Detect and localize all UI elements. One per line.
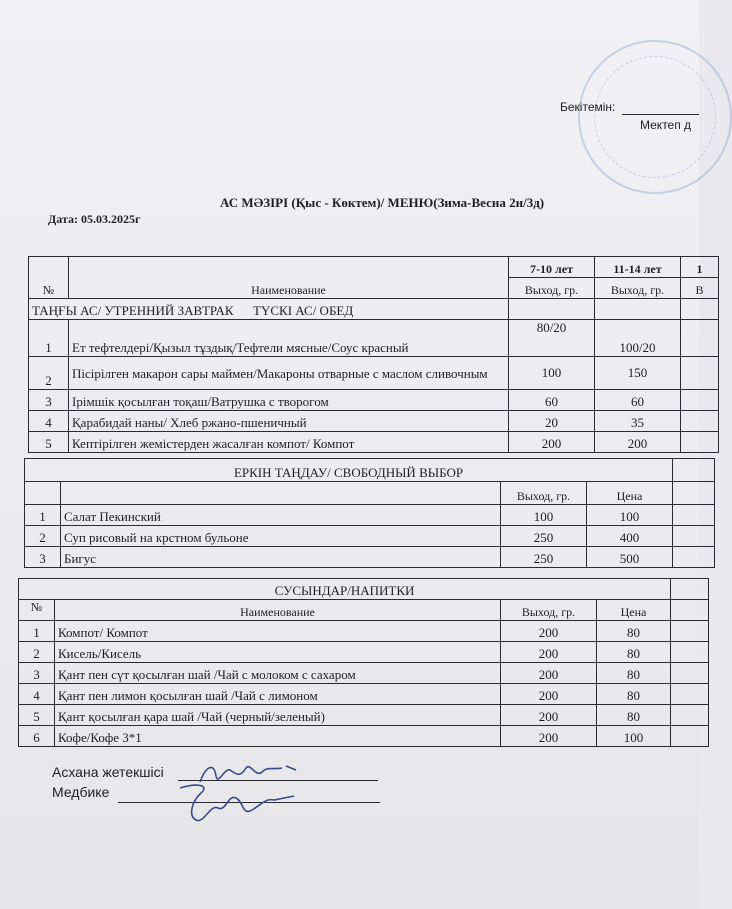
row-yield: 200: [501, 642, 597, 663]
row-yield-2: 100/20: [595, 320, 681, 357]
row-number: 1: [25, 505, 61, 526]
row-name: Бигус: [61, 547, 501, 568]
row-name: Қант пен лимон қосылған шай /Чай с лимоном: [55, 684, 501, 705]
table-row: [25, 526, 715, 547]
row-number: 2: [19, 642, 55, 663]
table-row: [19, 621, 709, 642]
col-header-number: №: [19, 600, 55, 621]
row-yield-2: 150: [595, 357, 681, 390]
col-header-yield-3: В: [681, 278, 719, 299]
stamp-seal: [578, 40, 732, 194]
table-row: [29, 357, 719, 390]
row-name: Қант пен сүт қосылған шай /Чай с молоком с сахаром: [55, 663, 501, 684]
row-yield: 200: [501, 663, 597, 684]
row-number: 5: [29, 432, 69, 453]
row-yield-1: 20: [509, 411, 595, 432]
main-menu-table: [28, 256, 719, 453]
document-date: Дата: 05.03.2025г: [48, 212, 141, 226]
row-price: 80: [597, 663, 671, 684]
table-row: [29, 432, 719, 453]
empty-cell: [681, 320, 719, 357]
row-name: Кисель/Кисель: [55, 642, 501, 663]
table-title-row: [25, 459, 715, 482]
empty-cell: [681, 411, 719, 432]
table-row: [19, 642, 709, 663]
row-number: 1: [19, 621, 55, 642]
table-header-row: [19, 600, 709, 621]
row-number: 1: [29, 320, 69, 357]
table-title: СУСЫНДАР/НАПИТКИ: [19, 579, 671, 600]
row-price: 100: [587, 505, 673, 526]
row-name: Суп рисовый на крстном бульоне: [61, 526, 501, 547]
empty-cell: [671, 684, 709, 705]
row-name: Салат Пекинский: [61, 505, 501, 526]
empty-cell: [509, 299, 595, 320]
table-row: [19, 705, 709, 726]
table-row: [29, 411, 719, 432]
row-price: 400: [587, 526, 673, 547]
empty-cell: [61, 482, 501, 505]
row-yield: 200: [501, 726, 597, 747]
table-title-row: [19, 579, 709, 600]
row-name: Кептірілген жемістерден жасалған компот/ Компот: [69, 432, 509, 453]
row-number: 3: [29, 390, 69, 411]
row-yield-1: 60: [509, 390, 595, 411]
row-name: Қант қосылған қара шай /Чай (черный/зеленый): [55, 705, 501, 726]
row-name: Компот/ Компот: [55, 621, 501, 642]
row-price: 100: [597, 726, 671, 747]
row-number: 5: [19, 705, 55, 726]
table-row: [29, 390, 719, 411]
empty-cell: [671, 642, 709, 663]
row-name: Пісірілген макарон сары маймен/Макароны отварные с маслом сливочным: [69, 357, 509, 390]
col-header-yield-1: Выход, гр.: [509, 278, 595, 299]
empty-cell: [673, 526, 715, 547]
table-row: [29, 320, 719, 357]
empty-cell: [681, 390, 719, 411]
row-price: 80: [597, 621, 671, 642]
row-number: 4: [29, 411, 69, 432]
empty-cell: [673, 547, 715, 568]
nurse-signature-label: Медбике: [52, 784, 110, 800]
empty-cell: [25, 482, 61, 505]
approval-subtitle: Мектеп д: [640, 118, 692, 132]
row-number: 3: [25, 547, 61, 568]
nurse-signature: [170, 780, 300, 826]
row-yield-1: 100: [509, 357, 595, 390]
row-name: Қарабидай наны/ Хлеб ржано-пшеничный: [69, 411, 509, 432]
empty-cell: [671, 705, 709, 726]
row-yield-2: 60: [595, 390, 681, 411]
drinks-table: [18, 578, 709, 747]
approval-signature-line: [622, 114, 699, 115]
row-yield: 250: [501, 526, 587, 547]
table-row: [19, 663, 709, 684]
col-header-yield-2: Выход, гр.: [595, 278, 681, 299]
row-yield: 200: [501, 705, 597, 726]
row-yield-2: 200: [595, 432, 681, 453]
table-title: ЕРКІН ТАҢДАУ/ СВОБОДНЫЙ ВЫБОР: [25, 459, 673, 482]
empty-cell: [671, 621, 709, 642]
row-price: 80: [597, 684, 671, 705]
row-number: 2: [29, 357, 69, 390]
col-header-name: Наименование: [55, 600, 501, 621]
row-yield: 100: [501, 505, 587, 526]
chef-signature-label: Асхана жетекшісі: [52, 764, 164, 780]
table-row: [19, 726, 709, 747]
col-header-yield: Выход, гр.: [501, 482, 587, 505]
approval-label: Бекітемін:: [560, 100, 616, 114]
row-yield-2: 35: [595, 411, 681, 432]
row-name: Кофе/Кофе 3*1: [55, 726, 501, 747]
row-price: 80: [597, 705, 671, 726]
section-title: ТАҢҒЫ АС/ УТРЕННИЙ ЗАВТРАК ТҮСКІ АС/ ОБЕД: [29, 299, 509, 320]
table-header-row: [25, 482, 715, 505]
row-number: 3: [19, 663, 55, 684]
section-row: [29, 299, 719, 320]
row-price: 80: [597, 642, 671, 663]
col-header-age-7-10: 7-10 лет: [509, 257, 595, 278]
row-number: 2: [25, 526, 61, 547]
table-row: [25, 547, 715, 568]
empty-cell: [673, 459, 715, 482]
row-name: Ет тефтелдері/Қызыл тұздық/Тефтели мясные/Соус красный: [69, 320, 509, 357]
row-name: Ірімшік қосылған тоқаш/Ватрушка с творогом: [69, 390, 509, 411]
col-header-number: №: [29, 257, 69, 299]
col-header-price: Цена: [597, 600, 671, 621]
row-yield: 200: [501, 621, 597, 642]
empty-cell: [681, 299, 719, 320]
row-yield: 250: [501, 547, 587, 568]
empty-cell: [595, 299, 681, 320]
empty-cell: [671, 663, 709, 684]
table-header-row: [29, 257, 719, 278]
row-price: 500: [587, 547, 673, 568]
empty-cell: [673, 482, 715, 505]
empty-cell: [681, 432, 719, 453]
col-header-price: Цена: [587, 482, 673, 505]
col-header-yield: Выход, гр.: [501, 600, 597, 621]
row-number: 4: [19, 684, 55, 705]
col-header-age-extra: 1: [681, 257, 719, 278]
empty-cell: [671, 600, 709, 621]
empty-cell: [671, 726, 709, 747]
document-title: АС МӘЗІРІ (Қыс - Көктем)/ МЕНЮ(Зима-Весна 2н/3д): [220, 195, 545, 210]
row-number: 6: [19, 726, 55, 747]
row-yield-1: 80/20: [509, 320, 595, 357]
empty-cell: [681, 357, 719, 390]
col-header-name: Наименование: [69, 257, 509, 299]
table-row: [19, 684, 709, 705]
row-yield: 200: [501, 684, 597, 705]
col-header-age-11-14: 11-14 лет: [595, 257, 681, 278]
empty-cell: [673, 505, 715, 526]
free-choice-table: [24, 458, 715, 568]
table-row: [25, 505, 715, 526]
empty-cell: [671, 579, 709, 600]
row-yield-1: 200: [509, 432, 595, 453]
